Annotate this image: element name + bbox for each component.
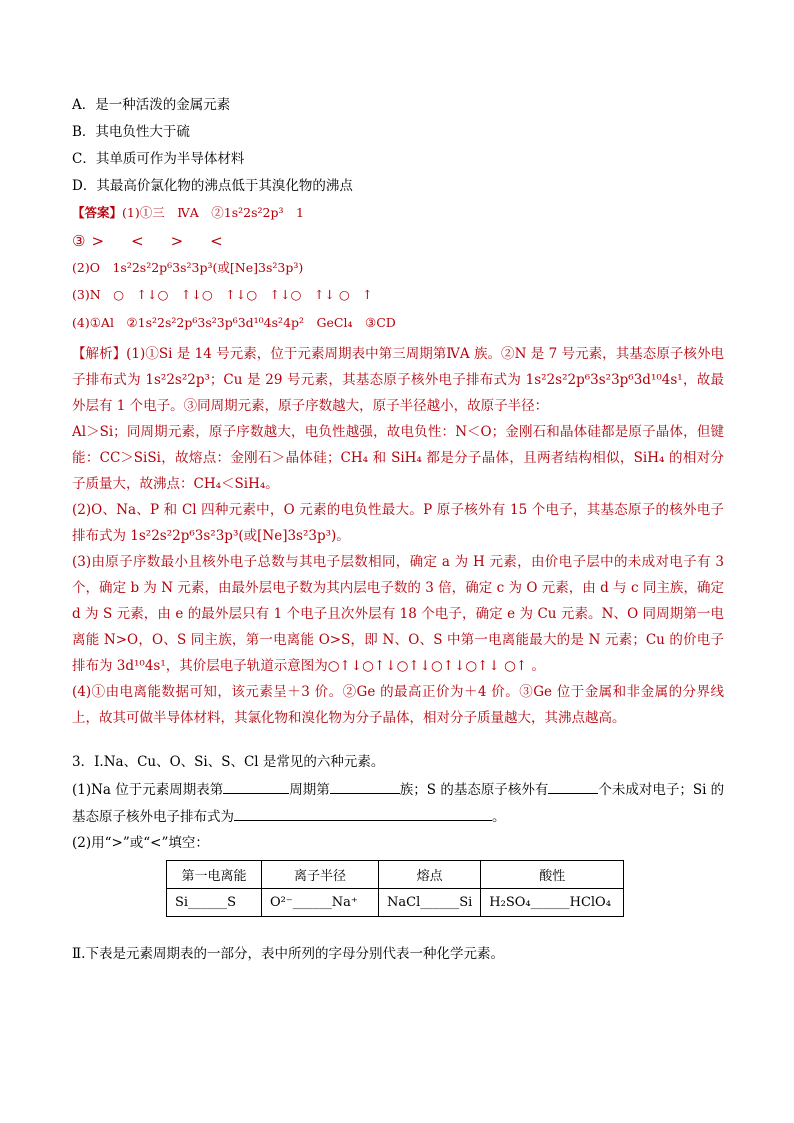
q3-line-1: [72, 779, 724, 800]
answer-line-4: (3)N ○ ↑↓○ ↑↓○ ↑↓○ ↑↓○ ↑↓ ○ ↑: [72, 287, 373, 302]
q3-part-2: (2)用“>”或“<”填空：: [72, 835, 209, 851]
analysis-paragraph-1: 【解析】(1)①Si 是 14 号元素，位于元素周期表中第三周期第ⅣA 族。②N 是 7 号元素，其基态原子核外电子排布式为 1s²2s²2p³；Cu 是 29 号元素，其基态原子核外电子排布式为 1s²2s²2p⁶3s²3p⁶3d¹⁰4s¹，故最外层有 1 个电子。③同周期元素，原子序数越大，原子半径越小，故原子半径：: [72, 346, 724, 414]
table-row: [167, 889, 624, 917]
q3-part-ii: Ⅱ.下表是元素周期表的一部分，表中所列的字母分别代表一种化学元素。: [72, 946, 504, 962]
answer-line-5: (4)①Al ②1s²2s²2p⁶3s²3p⁶3d¹⁰4s²4p² GeCl₄ ③CD: [72, 315, 396, 330]
answer-tag: 【答案】: [72, 205, 123, 220]
comparison-table: [166, 860, 624, 917]
blank-config[interactable]: [234, 806, 492, 821]
q3-line-2: [72, 806, 506, 827]
option-b: B．其电负性大于硫: [72, 124, 190, 140]
cell-ionization[interactable]: Si______S: [167, 889, 262, 917]
option-a: A．是一种活泼的金属元素: [72, 97, 231, 113]
q3-l1c: 族；S 的基态原子核外有: [399, 782, 549, 798]
q3-l1b: 周期第: [289, 782, 330, 798]
blank-unpaired[interactable]: [548, 779, 598, 794]
cell-melting[interactable]: NaCl______Si: [379, 889, 481, 917]
header-melting: 熔点: [379, 861, 481, 889]
header-acidity: 酸性: [481, 861, 624, 889]
answer-line-2: ③> < > <: [72, 232, 229, 250]
blank-group[interactable]: [330, 779, 400, 794]
analysis-paragraph-3: (2)O、Na、P 和 Cl 四种元素中，O 元素的电负性最大。P 原子核外有 15 个电子，其基态原子的核外电子排布式为 1s²2s²2p⁶3s²3p³(或[Ne]3s²3p³)。: [72, 502, 724, 544]
q3-l2b: 。: [492, 809, 506, 825]
table-header-row: [167, 861, 624, 889]
q3-title: 3．Ⅰ.Na、Cu、O、Si、S、Cl 是常见的六种元素。: [72, 754, 385, 770]
cell-acidity[interactable]: H₂SO₄______HClO₄: [481, 889, 624, 917]
analysis-block: [72, 341, 724, 731]
option-c: C．其单质可作为半导体材料: [72, 151, 245, 167]
analysis-paragraph-5: (4)①由电离能数据可知，该元素呈＋3 价。②Ge 的最高正价为＋4 价。③Ge 位于金属和非金属的分界线上，故其可做半导体材料，其氯化物和溴化物为分子晶体，相对分子质量越大，其沸点越高。: [72, 684, 724, 726]
header-ionization: 第一电离能: [167, 861, 262, 889]
cell-radius[interactable]: O²⁻______Na⁺: [262, 889, 379, 917]
analysis-paragraph-4: (3)由原子序数最小且核外电子总数与其电子层数相同，确定 a 为 H 元素，由价电子层中的未成对电子有 3 个，确定 b 为 N 元素，由最外层电子数为其内层电子数的 3 倍，确定 c 为 O 元素，由 d 与 c 同主族，确定 d 为 S 元素，由 e 的最外层只有 1 个电子且次外层有 18 个电子，确定 e 为 Cu 元素。N、O 同周期第一电离能 N>O，O、S 同主族，第一电离能 O>S，即 N、O、S 中第一电离能最大的是 N 元素；Cu 的价电子排布为 3d¹⁰4s¹，其价层电子轨道示意图为○↑↓○↑↓○↑↓○↑↓○↑↓ ○↑ 。: [72, 554, 724, 674]
q3-l2a: 基态原子核外电子排布式为: [72, 809, 234, 825]
analysis-paragraph-2: Al＞Si；同周期元素，原子序数越大，电负性越强，故电负性：N＜O；金刚石和晶体硅都是原子晶体，但键能：CC＞SiSi，故熔点：金刚石＞晶体硅；CH₄ 和 SiH₄ 都是分子晶体，且两者结构相似，SiH₄ 的相对分子质量大，故沸点：CH₄＜SiH₄。: [72, 424, 724, 492]
q3-l1a: (1)Na 位于元素周期表第: [72, 782, 224, 798]
blank-period[interactable]: [223, 779, 289, 794]
answer-line-1: [72, 203, 304, 223]
answer-line-3: (2)O 1s²2s²2p⁶3s²3p³(或[Ne]3s²3p³): [72, 260, 304, 275]
header-radius: 离子半径: [262, 861, 379, 889]
q3-l1d: 个未成对电子；Si 的: [598, 782, 725, 798]
option-d: D．其最高价氯化物的沸点低于其溴化物的沸点: [72, 178, 353, 194]
answer-part-1: (1)①三 ⅣA ②1s²2s²2p³ 1: [122, 205, 304, 220]
